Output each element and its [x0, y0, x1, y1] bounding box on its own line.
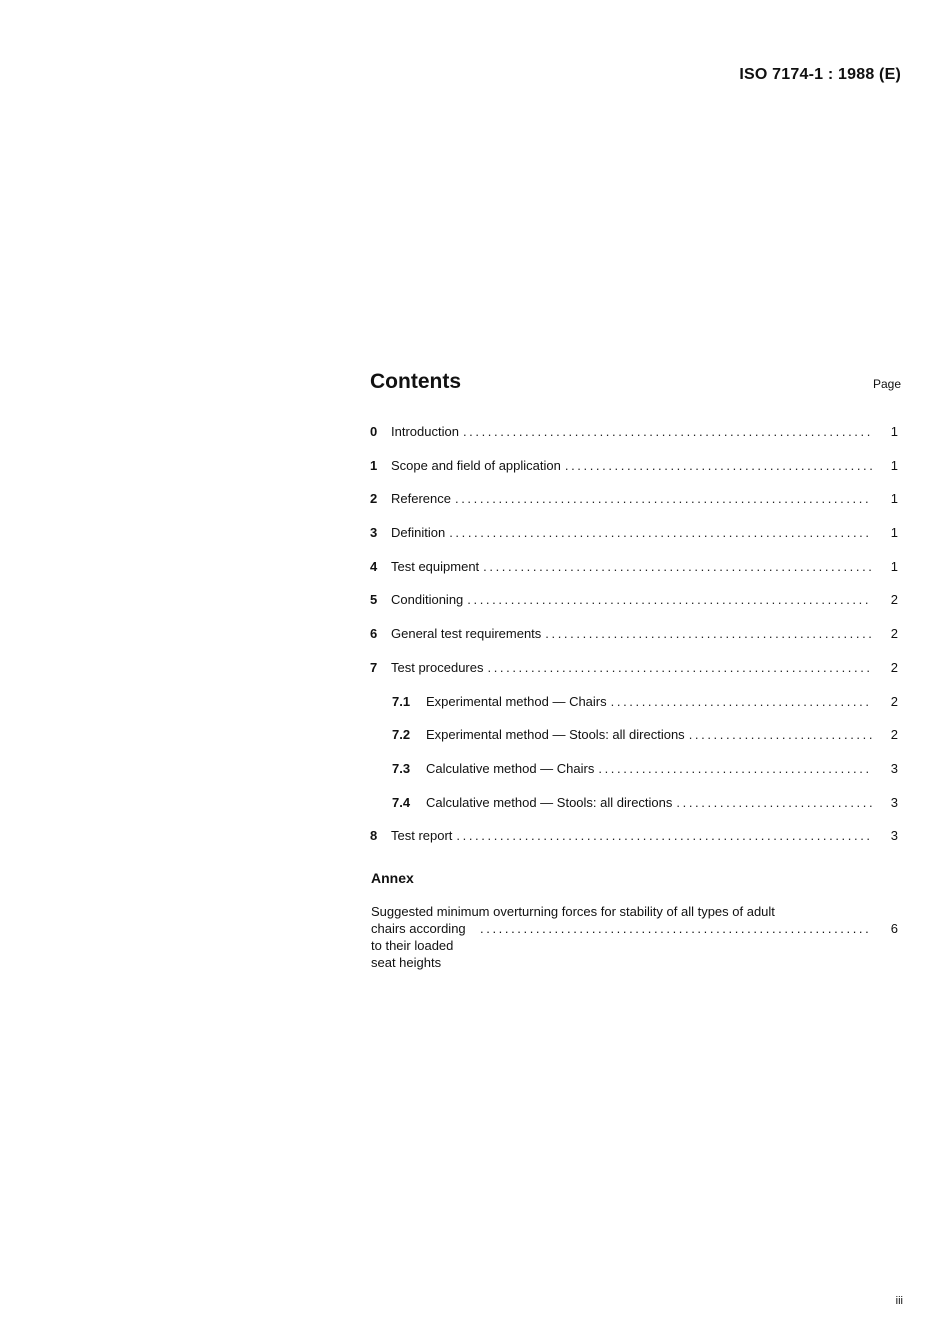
- leader-dots: [611, 694, 872, 709]
- toc-page: 2: [890, 659, 898, 675]
- annex-heading: Annex: [371, 870, 414, 886]
- toc-page: 1: [890, 525, 898, 541]
- leader-dots: [456, 828, 872, 843]
- page-column-label: Page: [872, 377, 901, 391]
- leader-dots: [676, 795, 872, 810]
- toc-page: 1: [890, 491, 898, 507]
- leader-dots: [467, 592, 872, 607]
- toc-subentry-7-1[interactable]: [370, 694, 902, 728]
- leader-dots: [545, 626, 872, 641]
- toc-title: Conditioning: [391, 592, 464, 608]
- toc-number: 1: [370, 457, 378, 473]
- toc-number: 2: [370, 491, 378, 507]
- toc-entry-6[interactable]: [370, 626, 902, 660]
- toc-entry-4[interactable]: [370, 559, 902, 593]
- toc-subentry-7-2[interactable]: [370, 727, 902, 761]
- toc-page: 3: [890, 794, 898, 810]
- toc-page: 2: [890, 693, 898, 709]
- toc-title: Experimental method — Chairs: [426, 693, 607, 709]
- toc-title: Calculative method — Stools: all directions: [426, 794, 673, 810]
- leader-dots: [463, 424, 872, 439]
- toc-page: 1: [890, 558, 898, 574]
- leader-dots: [483, 559, 872, 574]
- toc-number: 7.3: [392, 760, 411, 776]
- toc-entry-5[interactable]: [370, 592, 902, 626]
- toc-number: 7.1: [392, 693, 411, 709]
- toc-number: 8: [370, 828, 378, 844]
- toc-title: General test requirements: [391, 626, 542, 642]
- toc-entry-7[interactable]: [370, 660, 902, 694]
- toc-title: Test procedures: [391, 659, 484, 675]
- standard-id-header: ISO 7174-1 : 1988 (E): [739, 66, 901, 83]
- toc-page: 3: [890, 760, 898, 776]
- toc-number: 7.2: [392, 727, 411, 743]
- toc-entry-3[interactable]: [370, 525, 902, 559]
- toc-page: 2: [890, 626, 898, 642]
- toc-entry-8[interactable]: [370, 828, 902, 862]
- page-number-footer: iii: [895, 1295, 903, 1307]
- toc-number: 5: [370, 592, 378, 608]
- leader-dots: [455, 491, 872, 506]
- toc-number: 4: [370, 558, 378, 574]
- contents-title: Contents: [370, 370, 461, 393]
- toc-number: 7.4: [392, 794, 411, 810]
- toc-page: 3: [890, 828, 898, 844]
- leader-dots: [488, 660, 873, 675]
- toc-entry-1[interactable]: [370, 458, 902, 492]
- toc-page: 1: [890, 424, 898, 439]
- toc-number: 6: [370, 626, 378, 642]
- leader-dots: [565, 458, 872, 473]
- annex-title-line1: Suggested minimum overturning forces for stability of all types of adult: [371, 904, 775, 919]
- leader-dots: [689, 727, 872, 742]
- toc-title: Test equipment: [391, 558, 480, 574]
- toc-number: 3: [370, 525, 378, 541]
- toc-title: Experimental method — Stools: all directions: [426, 727, 685, 743]
- annex-title-line2-row: [371, 920, 902, 971]
- toc-title: Calculative method — Chairs: [426, 760, 595, 776]
- toc-entry-2[interactable]: [370, 491, 902, 525]
- toc-subentry-7-3[interactable]: [370, 761, 902, 795]
- toc-title: Introduction: [391, 424, 459, 439]
- annex-entry[interactable]: [371, 903, 902, 971]
- toc-subentry-7-4[interactable]: [370, 795, 902, 829]
- toc-entry-0[interactable]: [370, 424, 902, 458]
- toc-title: Definition: [391, 525, 446, 541]
- leader-dots: [598, 761, 872, 776]
- leader-dots: [480, 920, 872, 937]
- annex-page: 6: [890, 921, 898, 936]
- toc-page: 2: [890, 592, 898, 608]
- toc-title: Test report: [391, 828, 453, 844]
- toc-page: 2: [890, 727, 898, 743]
- toc-title: Reference: [391, 491, 451, 507]
- toc-page: 1: [890, 457, 898, 473]
- annex-title-line2: chairs according to their loaded seat heights: [371, 921, 466, 970]
- leader-dots: [449, 525, 872, 540]
- toc-number: 7: [370, 659, 378, 675]
- table-of-contents: [370, 424, 902, 862]
- toc-number: 0: [370, 424, 378, 439]
- toc-title: Scope and field of application: [391, 457, 561, 473]
